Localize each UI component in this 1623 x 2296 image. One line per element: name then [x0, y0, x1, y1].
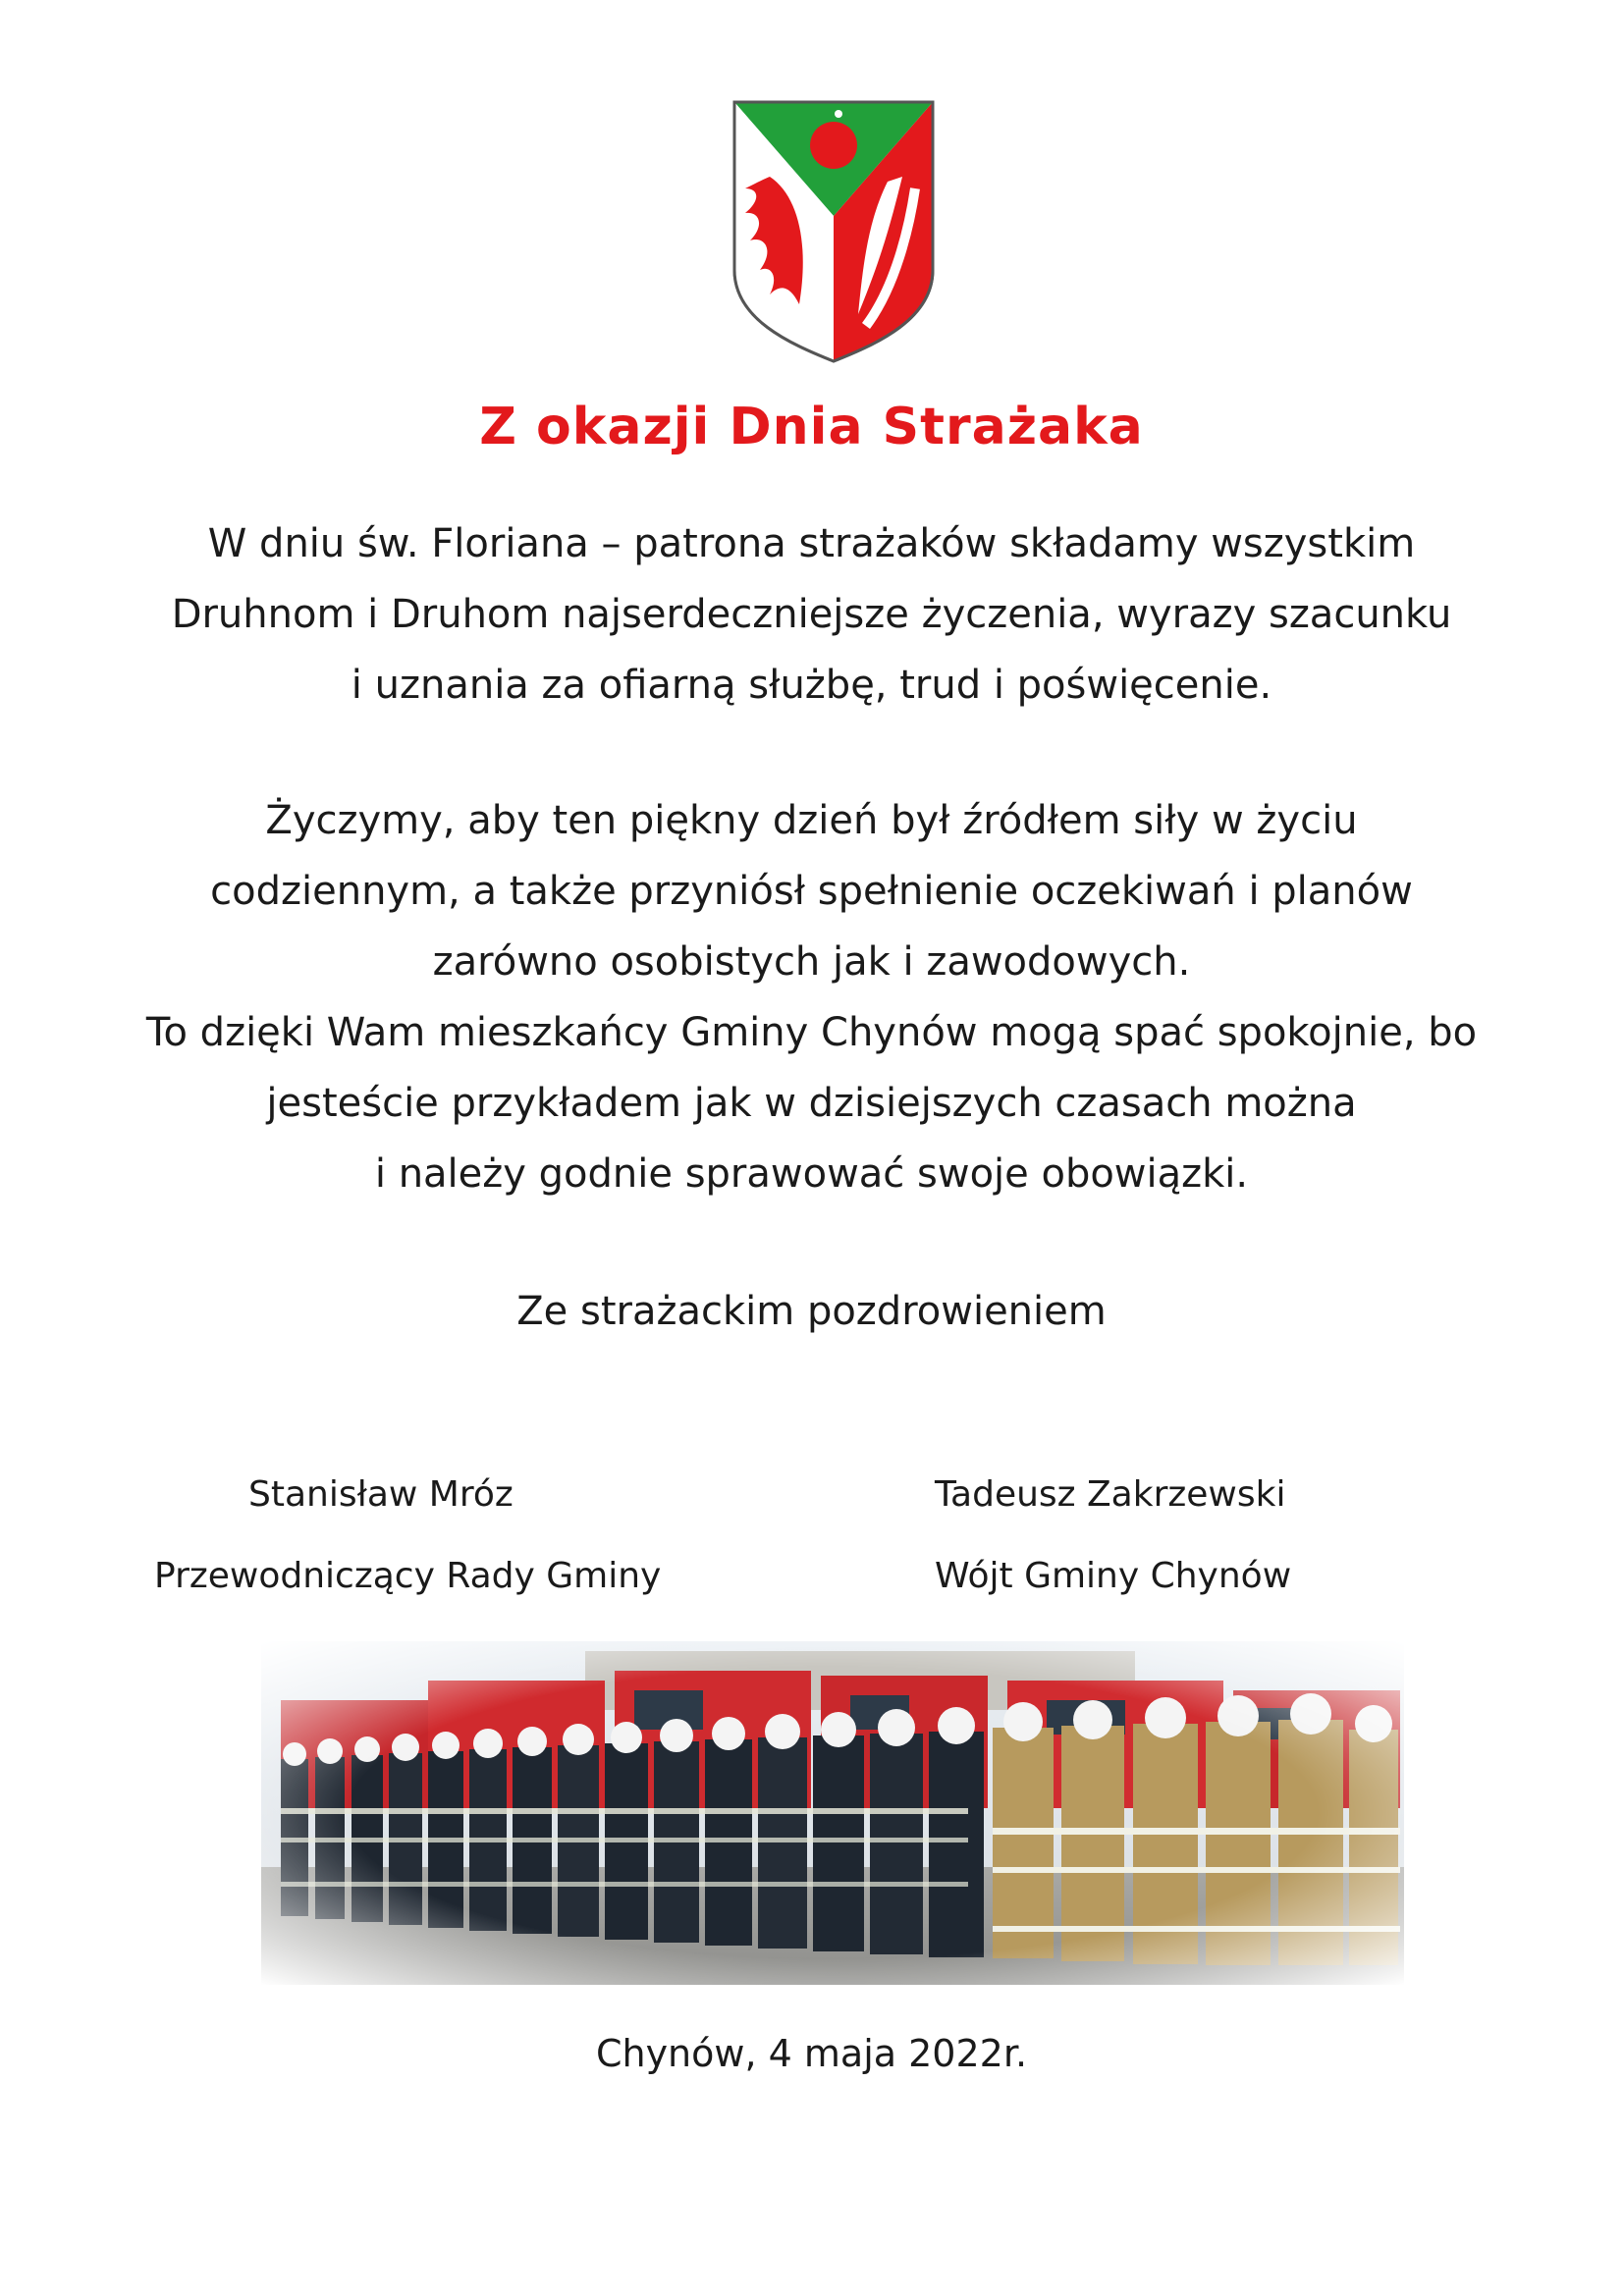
paragraph-line: Życzymy, aby ten piękny dzień był źródłem siły w życiu — [265, 798, 1358, 843]
paragraph-line: W dniu św. Floriana – patrona strażaków składamy wszystkim — [207, 521, 1416, 566]
paragraph-line: i uznania za ofiarną służbę, trud i poświęcenie. — [351, 663, 1272, 708]
paragraph-line: codziennym, a także przyniósł spełnienie oczekiwań i planów — [210, 869, 1413, 914]
signature-right-name: Tadeusz Zakrzewski — [935, 1474, 1286, 1515]
paragraph-line: To dzięki Wam mieszkańcy Gminy Chynów mogą spać spokojnie, bo — [145, 1010, 1478, 1055]
paragraph-line: jesteście przykładem jak w dzisiejszych czasach można — [266, 1081, 1357, 1126]
signature-left-name: Stanisław Mróz — [248, 1474, 514, 1515]
paragraph-line: zarówno osobistych jak i zawodowych. — [432, 939, 1191, 985]
coat-of-arms-icon — [730, 98, 937, 365]
signature-left-role: Przewodniczący Rady Gminy — [154, 1556, 662, 1596]
firefighters-photo-illustration — [261, 1641, 1404, 1985]
wishes-paragraph-1 — [0, 508, 1623, 721]
greeting: Ze strażackim pozdrowieniem — [516, 1289, 1107, 1334]
paragraph-line: i należy godnie sprawować swoje obowiązki. — [374, 1151, 1249, 1197]
date-line: Chynów, 4 maja 2022r. — [595, 2032, 1028, 2075]
wishes-paragraph-2 — [0, 785, 1623, 1209]
signature-right-role: Wójt Gminy Chynów — [935, 1556, 1292, 1596]
firefighters-photo — [261, 1641, 1404, 1985]
page-title: Z okazji Dnia Strażaka — [479, 398, 1144, 456]
paragraph-line: Druhnom i Druhom najserdeczniejsze życzenia, wyrazy szacunku — [171, 592, 1452, 637]
